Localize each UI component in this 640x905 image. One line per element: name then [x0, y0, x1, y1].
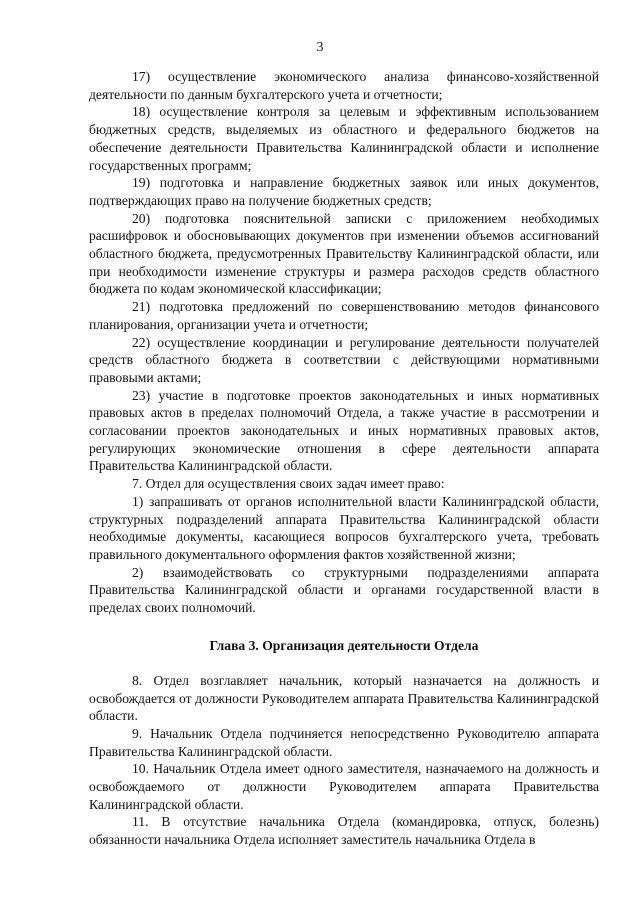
clause-10: 10. Начальник Отдела имеет одного заместителя, назначаемого на должность и освобождаемого от должности Руководителем аппарата Правительства Калининградской области.	[89, 761, 599, 812]
clause-8: 8. Отдел возглавляет начальник, который назначается на должность и освобождается от должности Руководителем аппарата Правительства Калининградской области.	[89, 672, 599, 724]
chapter-heading: Глава 3. Организация деятельности Отдела	[209, 637, 479, 653]
paragraph-18: 18) осуществление контроля за целевым и эффективным использованием бюджетных средств, выделяемых из областного и федерального бюджетов на обеспечение деятельности Правительства Калининградской области и исполнение государственных программ;	[89, 104, 599, 173]
paragraph-17: 17) осуществление экономического анализа финансово-хозяйственной деятельности по данным бухгалтерского учета и отчетности;	[89, 69, 599, 102]
paragraph-21: 21) подготовка предложений по совершенствованию методов финансового планирования, организации учета и отчетности;	[89, 299, 599, 332]
clause-7-item-1: 1) запрашивать от органов исполнительной власти Калининградской области, структурных подразделений аппарата Правительства Калининградской области необходимые документы, касающиеся вопросов бухгалтерского учета, требовать правильного документального оформления фактов хозяйственной жизни;	[89, 493, 599, 562]
clause-7-item-2: 2) взаимодействовать со структурными подразделениями аппарата Правительства Калининградской области и органами государственной власти в пределах своих полномочий.	[89, 564, 599, 616]
paragraph-20: 20) подготовка пояснительной записки с приложением необходимых расшифровок и обосновывающих документов при изменении объемов ассигнований областного бюджета, предусмотренных Правительству Калининградской области, или при необходимости изменение структуры и размера расходов средств областного бюджета по кодам экономической классификации;	[89, 210, 599, 297]
paragraph-19: 19) подготовка и направление бюджетных заявок или иных документов, подтверждающих право на получение бюджетных средств;	[89, 175, 599, 208]
document-body	[89, 68, 599, 849]
clause-9: 9. Начальник Отдела подчиняется непосредственно Руководителю аппарата Правительства Калининградской области.	[89, 725, 599, 759]
page-number: 3	[316, 40, 324, 55]
clause-11: 11. В отсутствие начальника Отдела (командировка, отпуск, болезнь) обязанности начальника Отдела исполняет заместитель начальника Отдела в	[89, 814, 599, 848]
paragraph-23: 23) участие в подготовке проектов законодательных и иных нормативных правовых актов в пределах полномочий Отдела, а также участие в рассмотрении и согласовании проектов законодательных и иных нормативных правовых актов, регулирующих экономические отношения в сфере деятельности аппарата Правительства Калининградской области.	[89, 387, 599, 474]
paragraph-22: 22) осуществление координации и регулирование деятельности получателей средств областного бюджета в соответствии с действующими нормативными правовыми актами;	[89, 334, 599, 385]
clause-7: 7. Отдел для осуществления своих задач имеет право:	[132, 476, 445, 492]
